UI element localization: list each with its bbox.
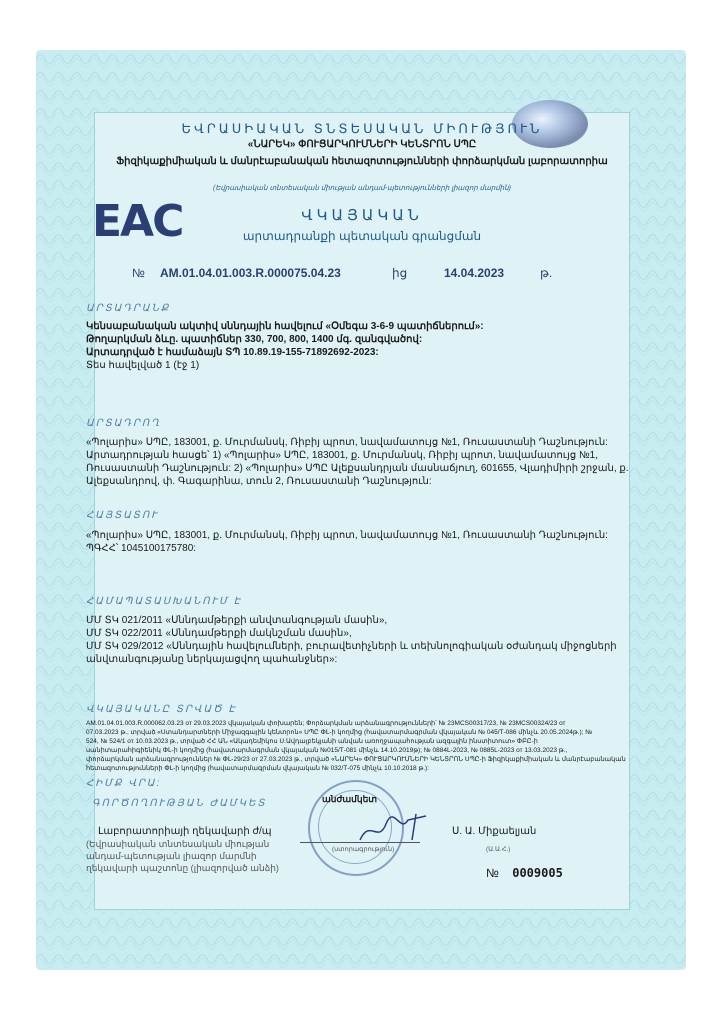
authority-line: ղեկավարի պաշտոնը (լիազորված անձի) bbox=[86, 863, 279, 873]
organization-name: «ՆԱՐԵԿ» ՓՈՒՑԱՐԿՈՒՄՆԵՐԻ ԿԵՆՏՐՈՆ ՍՊԸ bbox=[247, 139, 477, 150]
registry-note: (Եվրասիական տնտեսական միության անդամ-պետությունների լիազոր մարմին) bbox=[213, 185, 511, 192]
name-caption: (Ա.Ա.Հ.) bbox=[486, 846, 511, 853]
year-suffix: թ. bbox=[540, 266, 553, 280]
serial-number bbox=[486, 866, 563, 880]
number-symbol: № bbox=[132, 266, 145, 280]
product-block bbox=[86, 320, 646, 372]
issued-line: սանիտարահիգիենիկ ՓԼ-ի կողմից (հավատարմագրման վկայական №015/Т-081 մինչև 14.10.2019թ); № 0884L-2023, № 0885L-2023 от 13.03.2023 թ., bbox=[86, 747, 568, 754]
manufacturer-block bbox=[86, 436, 656, 488]
applicant-line: ՊԳՀՀ՝ 1045100175780: bbox=[86, 543, 197, 554]
issued-line: 07.03.2023 թ., տրված «Ստանդարտների Միջազգային կենտրոն» ՍՊԸ ՓԼ-ի կողմից (հավատարմագրման վկայական № 045/Т-086 մինչև 20.05.2024թ.); № bbox=[86, 729, 593, 736]
signer-role: Լաբորատորիայի ղեկավարի ժ/պ bbox=[98, 826, 272, 837]
issued-line: AM.01.04.01.003.R.000062.03.23 от 29.03.2023 վկայական փոխարեն; Փորձարկման արձանագրությունների՝ № 23MCS00317/23, № 23MCS00324/23 от bbox=[86, 720, 566, 727]
product-line: Թողարկման ձևը. պատիճներ 330, 700, 800, 1400 մգ. զանգվածով: bbox=[86, 334, 423, 345]
signature-line bbox=[300, 842, 420, 843]
certificate-number: AM.01.04.01.003.R.000075.04.23 bbox=[160, 266, 341, 280]
compliance-line: անվտանգությանը ներկայացվող պահանջներ»: bbox=[86, 654, 338, 665]
manufacturer-line: Արտադրության հասցե՝ 1) «Պոլարիս» ՍՊԸ, 183001, ք. Մուրմանսկ, Ռիբիյ պրոտ, նավամատույց №1, bbox=[86, 450, 599, 461]
manufacturer-line: «Պոլարիս» ՍՊԸ, 183001, ք. Մուրմանսկ, Ռիբիյ պրոտ, նավամատույց №1, Ռուսաստանի Դաշնություն: bbox=[86, 437, 608, 448]
issued-line: հետազոտությունների ՓԼ-ի կողմից (հավատարմագրման վկայական № 032/Т-075 մինչև 10.10.2018 թ.): bbox=[86, 765, 429, 772]
authority-line: անդամ-պետության լիազոր մարմնի bbox=[86, 851, 257, 861]
signature-caption: (ստորագրություն) bbox=[332, 846, 395, 853]
compliance-heading: ՀԱՄԱՊԱՏԱՍԽԱՆՈՒՄ Է bbox=[86, 596, 243, 607]
certificate-title: ՎԿԱՅԱԿԱՆ bbox=[301, 207, 423, 224]
product-heading: ԱՐՏԱԴՐԱՆՔ bbox=[86, 303, 171, 314]
applicant-block bbox=[86, 529, 656, 555]
compliance-block bbox=[86, 614, 656, 666]
validity-heading: ԳՈՐԾՈՂՈՒԹՅԱՆ ԺԱՄԿԵՏ bbox=[92, 798, 267, 809]
serial-value: 0009005 bbox=[512, 866, 563, 880]
compliance-line: ՄՄ ՏԿ 022/2011 «Սննդամթերքի մակնշման մասին», bbox=[86, 628, 352, 639]
issued-line: 524, № 524/1 от 10.03.2023 թ., տրված ՀՀ ԱՆ «Ակադեմիկոս Ս.Ավդալբեկյանի անվան առողջապահության ազգային ինստիտուտ» ՓԲԸ-ի bbox=[86, 738, 538, 745]
authority-line: (Եվրասիական տնտեսական միության bbox=[86, 839, 270, 849]
manufacturer-line: Ռուսաստանի Դաշնություն: 2) «Պոլարիս» ՍՊԸ Ալեքսանդրյան մասնաճյուղ, 601655, Վլադիմիրի շրջան, ք. bbox=[86, 463, 629, 474]
product-line: Կենսաբանական ակտիվ սննդային հավելում «Օմեգա 3-6-9 պատիճներում»: bbox=[86, 321, 484, 332]
product-line: Արտադրված է համաձայն ՏՊ 10.89.19-155-71892692-2023: bbox=[86, 347, 379, 358]
manufacturer-heading: ԱՐՏԱԴՐՈՂ bbox=[86, 418, 161, 429]
laboratory-name: Ֆիզիկաքիմիական և մանրէաբանական հետազոտությունների փորձարկման լաբորատորիա bbox=[116, 156, 608, 167]
certificate-subtitle: արտադրանքի պետական գրանցման bbox=[242, 229, 482, 243]
issued-line: փորձարկման արձանագրություններ № ՓԼ-29/23 от 27.03.2023 թ., տրված «ՆԱՐԵԿ» ՓՈՒՑԱՐԿՈՒՄՆԵՐԻ ԿԵՆՏՐՈՆ ՍՊԸ-ի Ֆիզիկաքիմիական և մանրէաբանական bbox=[86, 756, 626, 763]
issue-date: 14.04.2023 bbox=[444, 266, 505, 280]
from-word: ից bbox=[392, 266, 408, 280]
authority-caption bbox=[86, 838, 279, 874]
eac-logo: EAC bbox=[92, 196, 183, 247]
applicant-line: «Պոլարիս» ՍՊԸ, 183001, ք. Մուրմանսկ, Ռիբիյ պրոտ, նավամատույց №1, Ռուսաստանի Դաշնություն: bbox=[86, 530, 608, 541]
product-line: Տես հավելված 1 (էջ 1) bbox=[86, 360, 200, 371]
signer-name: Ս. Ա. Միքաելյան bbox=[452, 826, 537, 837]
issued-heading: ՎԿԱՅԱԿԱՆԸ ՏՐՎԱԾ Է bbox=[86, 704, 237, 715]
compliance-line: ՄՄ ՏԿ 029/2012 «Սննդային հավելումների, բուրավետիչների և տեխնոլոգիական օժանդակ միջոցների bbox=[86, 641, 617, 652]
issued-block bbox=[86, 719, 642, 773]
basis-heading: ՀԻՄՔ ՎՐԱ: bbox=[86, 778, 162, 789]
union-title: ԵՎՐԱՍԻԱԿԱՆ ՏՆՏԵՍԱԿԱՆ ՄԻՈՒԹՅՈՒՆ bbox=[181, 121, 543, 136]
validity-value: անժամկետ bbox=[322, 794, 378, 804]
manufacturer-line: Ալեքսանդրով, փ. Գագարինա, տուն 2, Ռուսաստանի Դաշնություն: bbox=[86, 476, 432, 487]
signature-scribble bbox=[356, 810, 446, 850]
serial-symbol: № bbox=[486, 866, 499, 880]
applicant-heading: ՀԱՅՏԱՏՈՒ bbox=[86, 510, 159, 521]
compliance-line: ՄՄ ՏԿ 021/2011 «Սննդամթերքի անվտանգության մասին», bbox=[86, 615, 388, 626]
